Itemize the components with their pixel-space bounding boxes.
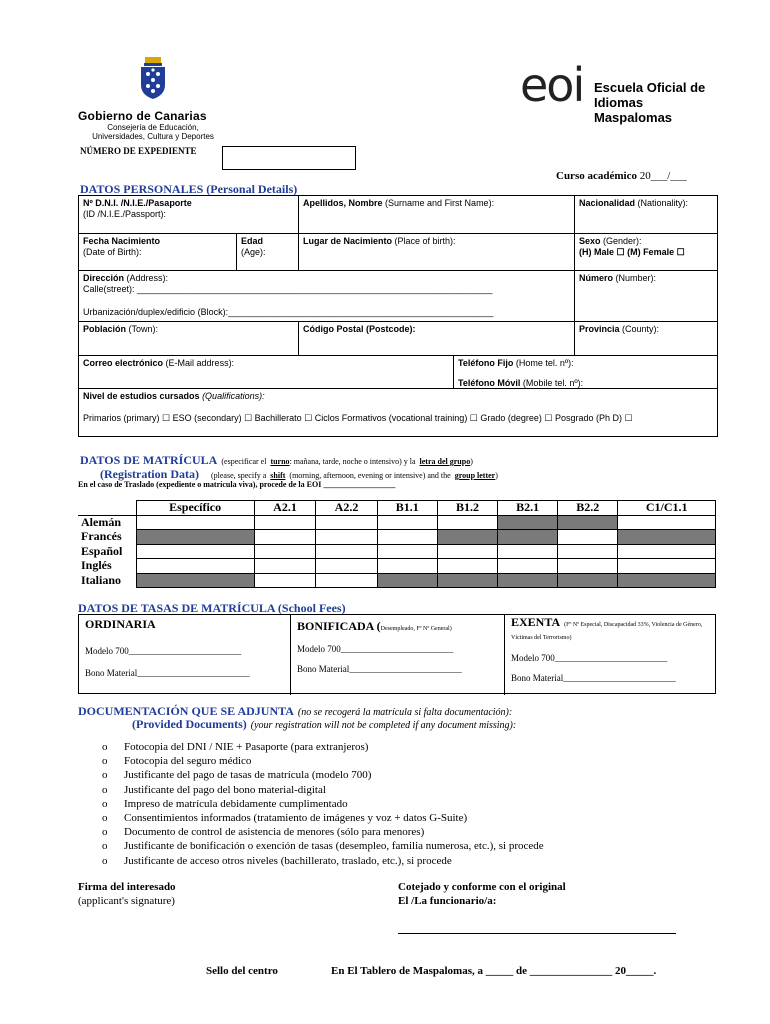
grid-cell[interactable] bbox=[377, 530, 437, 545]
bullet-icon: o bbox=[102, 769, 108, 782]
doc-item-text: Fotocopia del seguro médico bbox=[124, 755, 252, 768]
grid-cell[interactable] bbox=[437, 544, 497, 559]
fee-exenta[interactable]: EXENTA (Fº Nº Especial, Discapacidad 33%, Violencia de Género, Víctimas del Terrorismo) Modelo 700_________________________ Bono Material_________________________ bbox=[511, 615, 703, 683]
grid-cell[interactable] bbox=[316, 515, 377, 530]
grid-cell-unavailable bbox=[437, 573, 497, 588]
grid-cell[interactable] bbox=[498, 544, 558, 559]
grid-cell[interactable] bbox=[136, 559, 254, 574]
grid-header: B1.2 bbox=[437, 501, 497, 516]
expediente-input[interactable] bbox=[222, 146, 356, 170]
personal-table bbox=[78, 195, 718, 437]
nivel-estudios-field[interactable]: Nivel de estudios cursados (Qualifications): Primarios (primary) ☐ ESO (secondary) ☐ Bachillerato ☐ Ciclos Formativos (vocational training) ☐ Grado (degree) ☐ Posgrado (Ph D) ☐ bbox=[83, 391, 633, 423]
grid-cell-unavailable bbox=[437, 530, 497, 545]
grid-language: Italiano bbox=[78, 573, 136, 588]
grid-cell[interactable] bbox=[254, 573, 315, 588]
grid-row bbox=[78, 573, 716, 588]
grid-cell-unavailable bbox=[618, 573, 716, 588]
doc-item bbox=[102, 797, 544, 811]
grid-cell[interactable] bbox=[136, 544, 254, 559]
grid-header: A2.2 bbox=[316, 501, 377, 516]
grid-header: B2.2 bbox=[558, 501, 618, 516]
grid-cell-unavailable bbox=[498, 530, 558, 545]
grid-cell[interactable] bbox=[316, 559, 377, 574]
curso-academico: Curso académico 20___/___ bbox=[556, 170, 687, 182]
grid-language: Inglés bbox=[78, 559, 136, 574]
bullet-icon: o bbox=[102, 783, 108, 796]
bullet-icon: o bbox=[102, 797, 108, 810]
doc-item bbox=[102, 783, 544, 797]
gobierno-logo bbox=[78, 56, 238, 141]
grid-row bbox=[78, 515, 716, 530]
grid-header: Específico bbox=[136, 501, 254, 516]
dni-field[interactable]: Nº D.N.I. /N.I.E./Pasaporte (ID /N.I.E./Passport): bbox=[79, 196, 299, 234]
traslado-note: En el caso de Traslado (expediente o matrícula viva), procede de la EOI __________________ bbox=[78, 480, 396, 489]
grid-cell[interactable] bbox=[316, 544, 377, 559]
telefono-field[interactable]: Teléfono Fijo (Home tel. nº): Teléfono Móvil (Mobile tel. nº): bbox=[454, 356, 718, 389]
bullet-icon: o bbox=[102, 854, 108, 867]
cotejado-block: Cotejado y conforme con el original El /La funcionario/a: bbox=[398, 881, 566, 907]
doc-item bbox=[102, 825, 544, 839]
fees-box bbox=[78, 614, 716, 694]
grid-cell[interactable] bbox=[254, 544, 315, 559]
tasas-title: DATOS DE TASAS DE MATRÍCULA (School Fees) bbox=[78, 601, 346, 615]
grid-cell-unavailable bbox=[498, 515, 558, 530]
grid-cell[interactable] bbox=[254, 530, 315, 545]
doc-item-text: Justificante de bonificación o exención de tasas (desempleo, familia numerosa, etc.), si procede bbox=[124, 840, 544, 853]
grid-cell[interactable] bbox=[558, 530, 618, 545]
grid-cell[interactable] bbox=[377, 544, 437, 559]
expediente-label: NÚMERO DE EXPEDIENTE bbox=[80, 146, 197, 156]
grid-cell-unavailable bbox=[558, 573, 618, 588]
matricula-grid bbox=[78, 500, 716, 588]
fecha-field[interactable]: Fecha Nacimiento (Date of Birth): bbox=[79, 234, 237, 271]
numero-field[interactable]: Número (Number): bbox=[575, 271, 718, 322]
lugar-field[interactable]: Lugar de Nacimiento (Place of birth): bbox=[299, 234, 575, 271]
doc-item bbox=[102, 811, 544, 825]
doc-item-text: Documento de control de asistencia de menores (sólo para menores) bbox=[124, 826, 425, 839]
doc-item-text: Justificante del pago de tasas de matrícula (modelo 700) bbox=[124, 769, 372, 782]
grid-language: Francés bbox=[78, 530, 136, 545]
grid-cell-unavailable bbox=[558, 515, 618, 530]
correo-field[interactable]: Correo electrónico (E-Mail address): bbox=[79, 356, 454, 389]
grid-corner bbox=[78, 501, 136, 516]
direccion-field[interactable]: Dirección (Address): Calle(street): _______________________________________________________________________ Urbanización/duplex/edificio (Block):_____________________________________________________ bbox=[79, 271, 575, 322]
grid-cell[interactable] bbox=[558, 559, 618, 574]
funcionario-signature-line[interactable] bbox=[398, 933, 676, 934]
bullet-icon: o bbox=[102, 840, 108, 853]
sexo-field[interactable]: Sexo (Gender): (H) Male ☐ (M) Female ☐ bbox=[575, 234, 718, 271]
doc-item bbox=[102, 740, 544, 754]
grid-cell-unavailable bbox=[377, 573, 437, 588]
nacionalidad-field[interactable]: Nacionalidad (Nationality): bbox=[575, 196, 718, 234]
crest-icon bbox=[136, 56, 170, 100]
grid-cell[interactable] bbox=[377, 559, 437, 574]
doc-item-text: Justificante de acceso otros niveles (bachillerato, traslado, etc.), si procede bbox=[124, 854, 452, 867]
grid-cell[interactable] bbox=[437, 559, 497, 574]
grid-language: Alemán bbox=[78, 515, 136, 530]
firma-block: Firma del interesado (applicant's signature) bbox=[78, 881, 176, 907]
grid-cell[interactable] bbox=[618, 515, 716, 530]
codigo-postal-field[interactable]: Código Postal (Postcode): bbox=[299, 322, 575, 356]
grid-cell-unavailable bbox=[618, 530, 716, 545]
bullet-icon: o bbox=[102, 741, 108, 753]
bullet-icon: o bbox=[102, 755, 108, 768]
fee-bonificada[interactable]: BONIFICADA (Desempleado, Fº Nº General) Modelo 700_________________________ Bono Material_________________________ bbox=[291, 615, 505, 695]
sello-label: Sello del centro bbox=[206, 965, 278, 977]
doc-item-text: Consentimientos informados (tratamiento de imágenes y voz + datos G-Suite) bbox=[124, 812, 468, 825]
grid-header: C1/C1.1 bbox=[618, 501, 716, 516]
gov-name: Gobierno de Canarias bbox=[78, 109, 207, 123]
doc-item-text: Impreso de matrícula debidamente cumplimentado bbox=[124, 797, 348, 810]
grid-row bbox=[78, 559, 716, 574]
grid-cell[interactable] bbox=[558, 544, 618, 559]
bullet-icon: o bbox=[102, 826, 108, 839]
grid-cell[interactable] bbox=[254, 515, 315, 530]
grid-cell-unavailable bbox=[136, 530, 254, 545]
grid-row bbox=[78, 544, 716, 559]
provincia-field[interactable]: Provincia (County): bbox=[575, 322, 718, 356]
doc-item bbox=[102, 754, 544, 768]
doc-item bbox=[102, 854, 544, 868]
grid-cell-unavailable bbox=[498, 573, 558, 588]
apellidos-field[interactable]: Apellidos, Nombre (Surname and First Name): bbox=[299, 196, 575, 234]
grid-language: Español bbox=[78, 544, 136, 559]
doc-title: DOCUMENTACIÓN QUE SE ADJUNTA (no se recogerá la matrícula si falta documentación): bbox=[78, 704, 513, 718]
poblacion-field[interactable]: Población (Town): bbox=[79, 322, 299, 356]
eoi-mark: eoi bbox=[520, 58, 584, 112]
matricula-subtitle: (Registration Data) (please, specify a shift (morning, afternoon, evening or intensive) and the group letter) bbox=[100, 467, 498, 481]
eoi-name: Escuela Oficial de Idiomas Maspalomas bbox=[594, 80, 706, 125]
grid-header: B1.1 bbox=[377, 501, 437, 516]
grid-row bbox=[78, 530, 716, 545]
grid-cell-unavailable bbox=[136, 573, 254, 588]
gov-subtitle: Consejería de Educación, Universidades, Cultura y Deportes bbox=[92, 123, 214, 141]
grid-cell[interactable] bbox=[377, 515, 437, 530]
doc-item bbox=[102, 839, 544, 853]
grid-cell[interactable] bbox=[316, 530, 377, 545]
grid-header: B2.1 bbox=[498, 501, 558, 516]
edad-field[interactable]: Edad (Age): bbox=[237, 234, 299, 271]
eoi-logo bbox=[520, 58, 720, 125]
grid-header: A2.1 bbox=[254, 501, 315, 516]
grid-cell[interactable] bbox=[498, 559, 558, 574]
lugar-fecha: En El Tablero de Maspalomas, a _____ de _______________ 20_____. bbox=[331, 965, 657, 977]
doc-list bbox=[102, 740, 544, 868]
grid-cell[interactable] bbox=[254, 559, 315, 574]
grid-cell[interactable] bbox=[136, 515, 254, 530]
doc-item-text: Fotocopia del DNI / NIE + Pasaporte (para extranjeros) bbox=[124, 741, 369, 753]
personal-title: DATOS PERSONALES (Personal Details) bbox=[80, 182, 298, 196]
doc-item bbox=[102, 768, 544, 782]
grid-cell[interactable] bbox=[618, 559, 716, 574]
doc-item-text: Justificante del pago del bono material-digital bbox=[124, 783, 326, 796]
bullet-icon: o bbox=[102, 812, 108, 825]
grid-cell[interactable] bbox=[437, 515, 497, 530]
doc-subtitle: (Provided Documents) (your registration will not be completed if any document missing): bbox=[132, 717, 517, 731]
grid-cell[interactable] bbox=[618, 544, 716, 559]
matricula-title: DATOS DE MATRÍCULA (especificar el turno: mañana, tarde, noche o intensivo) y la letra del grupo) bbox=[80, 453, 473, 467]
grid-cell[interactable] bbox=[316, 573, 377, 588]
fee-ordinaria[interactable]: ORDINARIA Modelo 700_________________________ Bono Material_________________________ bbox=[79, 615, 291, 695]
